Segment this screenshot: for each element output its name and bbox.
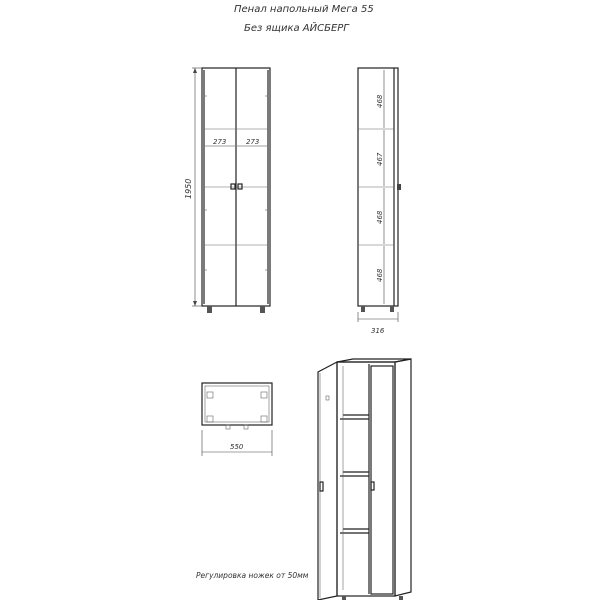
dimension-shelf-3: 468 — [376, 210, 384, 224]
door-handle-open — [320, 482, 323, 491]
leg-adjustment-note: Регулировка ножек от 50мм — [196, 571, 309, 580]
side-view — [358, 68, 401, 335]
isometric-view — [318, 359, 411, 600]
leg — [361, 306, 365, 312]
title-line-2: Без ящика АЙСБЕРГ — [244, 23, 349, 34]
dimension-height: 1950 — [184, 178, 193, 199]
leg — [207, 306, 212, 313]
leg — [342, 596, 346, 600]
side-handle — [397, 184, 401, 190]
dimension-shelf-2: 467 — [376, 152, 384, 166]
door-handle — [371, 482, 374, 490]
dimension-depth: 316 — [371, 327, 385, 335]
dimension-shelf-4: 468 — [376, 268, 384, 282]
front-view — [184, 68, 270, 313]
door-handle-right — [238, 184, 242, 189]
dimension-shelf-1: 468 — [376, 94, 384, 108]
dimension-section-left: 273 — [213, 138, 227, 146]
door-handle-left — [231, 184, 235, 189]
leg — [260, 306, 265, 313]
title-line-1: Пенал напольный Мега 55 — [234, 4, 374, 15]
top-view — [202, 383, 272, 456]
dimension-section-right: 273 — [246, 138, 260, 146]
dimension-width: 550 — [230, 443, 244, 451]
leg — [390, 306, 394, 312]
leg — [399, 596, 403, 600]
